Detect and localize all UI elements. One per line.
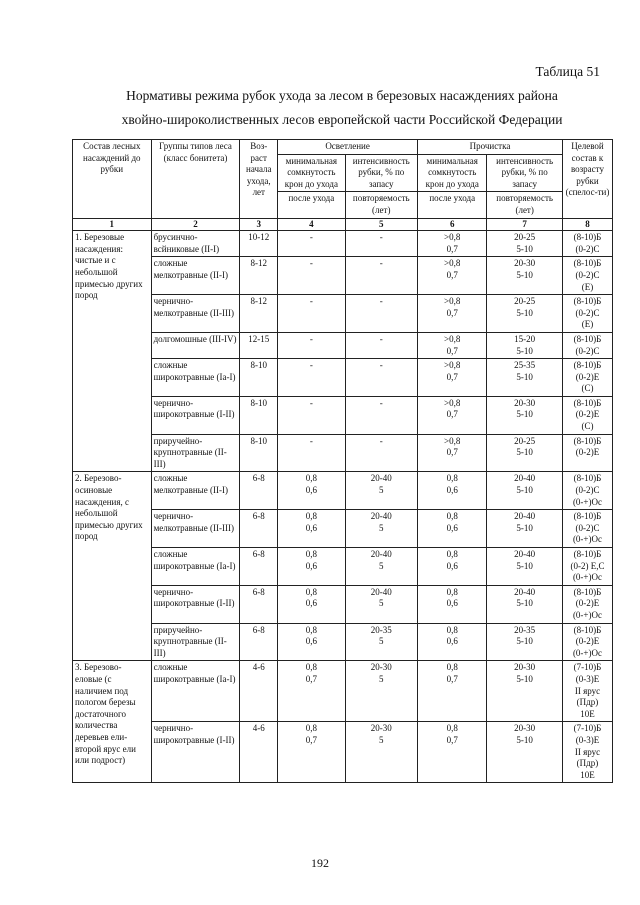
header-cleaning: Прочистка <box>418 140 563 155</box>
column-number: 6 <box>418 218 487 231</box>
age-cell: 12-15 <box>240 332 278 358</box>
cleaning-intensity-cell: 20-30 5-10 <box>487 722 563 783</box>
header-after-care-cleaning: после ухода <box>418 192 487 218</box>
age-cell: 6-8 <box>240 510 278 548</box>
table-row <box>73 434 613 472</box>
clearing-closure-cell: 0,8 0,6 <box>278 510 345 548</box>
clearing-closure-cell: 0,8 0,6 <box>278 472 345 510</box>
clearing-intensity-cell: - <box>345 332 417 358</box>
clearing-intensity-cell: - <box>345 231 417 257</box>
age-cell: 8-12 <box>240 257 278 295</box>
cleaning-intensity-cell: 20-40 5-10 <box>487 585 563 623</box>
table-row <box>73 722 613 783</box>
page-number: 192 <box>311 856 329 870</box>
forest-type-cell: приручейно-крупнотравные (II-III) <box>151 623 240 661</box>
table-title-line-1: Нормативы режима рубок ухода за лесом в березовых насаждениях района <box>126 88 558 103</box>
table-row <box>73 295 613 333</box>
table-row <box>73 623 613 661</box>
clearing-intensity-cell: 20-40 5 <box>345 472 417 510</box>
cleaning-closure-cell: 0,8 0,6 <box>418 548 487 586</box>
forest-type-cell: приручейно-крупнотравные (II-III) <box>151 434 240 472</box>
cleaning-closure-cell: >0,8 0,7 <box>418 295 487 333</box>
age-cell: 6-8 <box>240 548 278 586</box>
clearing-intensity-cell: - <box>345 257 417 295</box>
column-number-row <box>73 218 613 231</box>
column-number: 7 <box>487 218 563 231</box>
header-min-closure-clearing: минимальная сомкнутость крон до ухода <box>278 154 345 192</box>
age-cell: 6-8 <box>240 585 278 623</box>
table-row <box>73 257 613 295</box>
column-number: 8 <box>562 218 612 231</box>
target-composition-cell: (8-10)Б (0-2)С <box>562 332 612 358</box>
table-row <box>73 359 613 397</box>
header-age: Воз-раст начала ухода, лет <box>240 140 278 219</box>
composition-cell: 2. Березово-осиновые насаждения, с небольшой примесью других пород <box>73 472 152 661</box>
table-label: Таблица 51 <box>535 64 600 79</box>
cleaning-closure-cell: >0,8 0,7 <box>418 359 487 397</box>
age-cell: 4-6 <box>240 722 278 783</box>
clearing-intensity-cell: - <box>345 434 417 472</box>
age-cell: 8-10 <box>240 434 278 472</box>
cleaning-closure-cell: 0,8 0,7 <box>418 661 487 722</box>
clearing-closure-cell: - <box>278 434 345 472</box>
clearing-closure-cell: - <box>278 396 345 434</box>
age-cell: 6-8 <box>240 472 278 510</box>
forest-type-cell: чернично-мелкотравные (II-III) <box>151 295 240 333</box>
clearing-intensity-cell: 20-30 5 <box>345 722 417 783</box>
cleaning-closure-cell: 0,8 0,6 <box>418 623 487 661</box>
target-composition-cell: (8-10)Б (0-2)Е <box>562 434 612 472</box>
forest-type-cell: сложные мелкотравные (II-I) <box>151 472 240 510</box>
clearing-closure-cell: 0,8 0,6 <box>278 623 345 661</box>
target-composition-cell: (8-10)Б (0-2)С (Е) <box>562 295 612 333</box>
age-cell: 6-8 <box>240 623 278 661</box>
age-cell: 10-12 <box>240 231 278 257</box>
header-forest-groups: Группы типов леса (класс бонитета) <box>151 140 240 219</box>
forest-type-cell: брусинчно-всйниковые (II-I) <box>151 231 240 257</box>
column-number: 3 <box>240 218 278 231</box>
cleaning-closure-cell: >0,8 0,7 <box>418 396 487 434</box>
forest-type-cell: сложные широкотравные (Ia-I) <box>151 661 240 722</box>
header-composition: Состав лесных насаждений до рубки <box>73 140 152 219</box>
table-row <box>73 661 613 722</box>
target-composition-cell: (8-10)Б (0-2)Е (С) <box>562 396 612 434</box>
target-composition-cell: (8-10)Б (0-2) Е,С (0-+)Ос <box>562 548 612 586</box>
cleaning-closure-cell: 0,8 0,6 <box>418 510 487 548</box>
clearing-closure-cell: - <box>278 231 345 257</box>
target-composition-cell: (8-10)Б (0-2)Е (0-+)Ос <box>562 623 612 661</box>
composition-cell: 3. Березово-еловые (с наличием под пологом березы достаточного количества деревьев ели-второй ярус ели или подрост) <box>73 661 152 783</box>
cleaning-closure-cell: 0,8 0,7 <box>418 722 487 783</box>
header-intensity-cleaning: интенсивность рубки, % по запасу <box>487 154 563 192</box>
header-intensity-clearing: интенсивность рубки, % по запасу <box>345 154 417 192</box>
cleaning-intensity-cell: 20-25 5-10 <box>487 434 563 472</box>
cleaning-intensity-cell: 20-30 5-10 <box>487 396 563 434</box>
age-cell: 8-12 <box>240 295 278 333</box>
cleaning-closure-cell: >0,8 0,7 <box>418 257 487 295</box>
target-composition-cell: (8-10)Б (0-2)С <box>562 231 612 257</box>
clearing-closure-cell: - <box>278 359 345 397</box>
forest-type-cell: долгомошные (III-IV) <box>151 332 240 358</box>
table-row <box>73 472 613 510</box>
column-number: 2 <box>151 218 240 231</box>
header-clearing: Осветление <box>278 140 418 155</box>
cleaning-intensity-cell: 20-40 5-10 <box>487 472 563 510</box>
cleaning-intensity-cell: 20-40 5-10 <box>487 548 563 586</box>
cleaning-intensity-cell: 20-25 5-10 <box>487 231 563 257</box>
table-row <box>73 548 613 586</box>
clearing-closure-cell: 0,8 0,6 <box>278 585 345 623</box>
cleaning-closure-cell: >0,8 0,7 <box>418 332 487 358</box>
header-repeat-cleaning: повторяемость (лет) <box>487 192 563 218</box>
header-after-care-clearing: после ухода <box>278 192 345 218</box>
table-title-line-2: хвойно-широколиственных лесов европейской части Российской Федерации <box>121 112 563 127</box>
header-min-closure-cleaning: минимальная сомкнутость крон до ухода <box>418 154 487 192</box>
cleaning-intensity-cell: 20-30 5-10 <box>487 661 563 722</box>
clearing-closure-cell: - <box>278 332 345 358</box>
age-cell: 8-10 <box>240 359 278 397</box>
target-composition-cell: (8-10)Б (0-2)С (Е) <box>562 257 612 295</box>
clearing-intensity-cell: 20-35 5 <box>345 623 417 661</box>
clearing-intensity-cell: 20-30 5 <box>345 661 417 722</box>
column-number: 5 <box>345 218 417 231</box>
forest-type-cell: сложные широкотравные (Ia-I) <box>151 359 240 397</box>
table-row <box>73 510 613 548</box>
target-composition-cell: (7-10)Б (0-3)Е II ярус (Пдр) 10Е <box>562 722 612 783</box>
clearing-intensity-cell: - <box>345 359 417 397</box>
column-number: 4 <box>278 218 345 231</box>
header-row-1 <box>73 140 613 155</box>
forest-type-cell: чернично-широкотравные (I-II) <box>151 396 240 434</box>
clearing-intensity-cell: - <box>345 396 417 434</box>
clearing-closure-cell: 0,8 0,7 <box>278 722 345 783</box>
cleaning-intensity-cell: 20-40 5-10 <box>487 510 563 548</box>
forest-type-cell: сложные мелкотравные (II-I) <box>151 257 240 295</box>
header-repeat-clearing: повторяемость (лет) <box>345 192 417 218</box>
clearing-closure-cell: 0,8 0,7 <box>278 661 345 722</box>
target-composition-cell: (8-10)Б (0-2)Е (0-+)Ос <box>562 585 612 623</box>
clearing-closure-cell: 0,8 0,6 <box>278 548 345 586</box>
table-row <box>73 396 613 434</box>
column-number: 1 <box>73 218 152 231</box>
cleaning-intensity-cell: 20-35 5-10 <box>487 623 563 661</box>
table-row <box>73 231 613 257</box>
cleaning-closure-cell: 0,8 0,6 <box>418 585 487 623</box>
clearing-intensity-cell: 20-40 5 <box>345 548 417 586</box>
cleaning-intensity-cell: 20-30 5-10 <box>487 257 563 295</box>
forest-type-cell: чернично-широкотравные (I-II) <box>151 585 240 623</box>
cleaning-closure-cell: >0,8 0,7 <box>418 231 487 257</box>
forest-type-cell: сложные широкотравные (Ia-I) <box>151 548 240 586</box>
clearing-intensity-cell: 20-40 5 <box>345 510 417 548</box>
norms-table <box>72 139 613 783</box>
age-cell: 4-6 <box>240 661 278 722</box>
cleaning-closure-cell: 0,8 0,6 <box>418 472 487 510</box>
header-target: Целевой состав к возрасту рубки (спелос-ти) <box>562 140 612 219</box>
cleaning-closure-cell: >0,8 0,7 <box>418 434 487 472</box>
target-composition-cell: (8-10)Б (0-2)С (0-+)Ос <box>562 472 612 510</box>
clearing-closure-cell: - <box>278 295 345 333</box>
target-composition-cell: (7-10)Б (0-3)Е II ярус (Пдр) 10Е <box>562 661 612 722</box>
target-composition-cell: (8-10)Б (0-2)Е (С) <box>562 359 612 397</box>
composition-cell: 1. Березовые насаждения: чистые и с небольшой примесью других пород <box>73 231 152 472</box>
table-row <box>73 585 613 623</box>
table-row <box>73 332 613 358</box>
clearing-intensity-cell: - <box>345 295 417 333</box>
forest-type-cell: чернично-широкотравные (I-II) <box>151 722 240 783</box>
clearing-intensity-cell: 20-40 5 <box>345 585 417 623</box>
cleaning-intensity-cell: 20-25 5-10 <box>487 295 563 333</box>
forest-type-cell: чернично-мелкотравные (II-III) <box>151 510 240 548</box>
age-cell: 8-10 <box>240 396 278 434</box>
cleaning-intensity-cell: 15-20 5-10 <box>487 332 563 358</box>
cleaning-intensity-cell: 25-35 5-10 <box>487 359 563 397</box>
clearing-closure-cell: - <box>278 257 345 295</box>
target-composition-cell: (8-10)Б (0-2)С (0-+)Ос <box>562 510 612 548</box>
